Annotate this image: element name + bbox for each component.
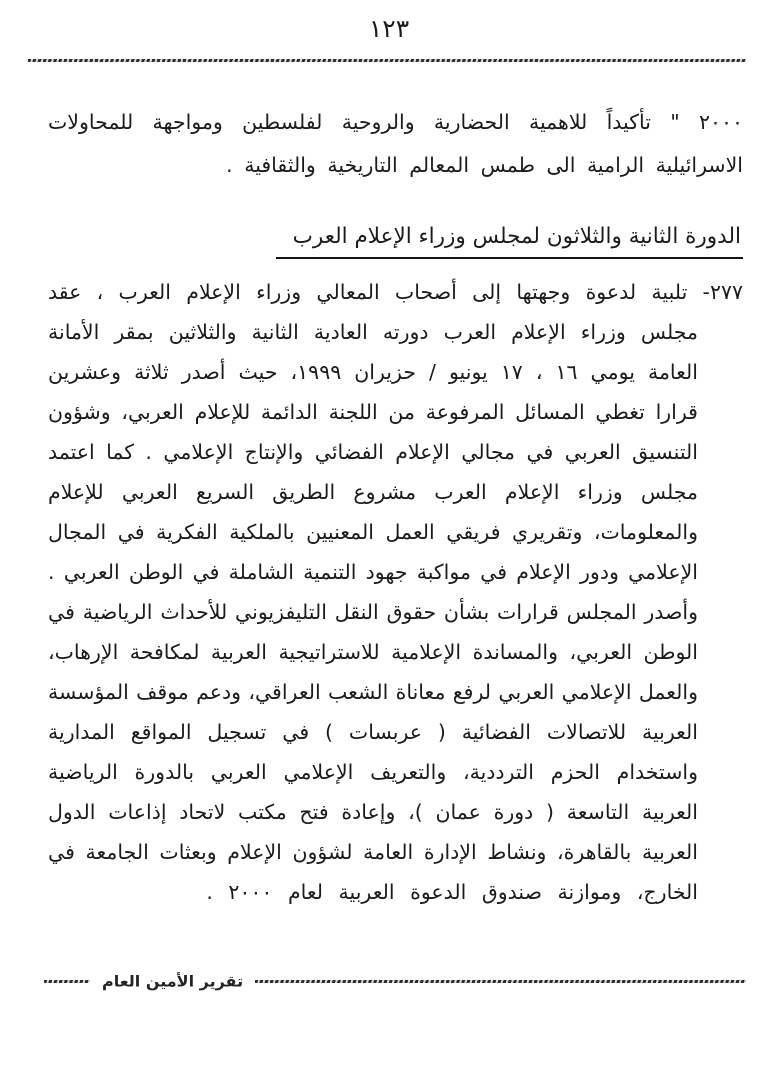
page-number: ١٢٣: [368, 14, 410, 43]
text-line: ٢٠٠٠ " تأكيداً للاهمية الحضارية والروحية لفلسطين ومواجهة للمحاولات: [48, 110, 743, 134]
text-line: الخارج، وموازنة صندوق الدعوة العربية لعام ٢٠٠٠ .: [206, 880, 698, 904]
footer-divider-short: [44, 980, 90, 983]
footer: [44, 972, 746, 991]
text-line: التنسيق العربي في مجالي الإعلام الفضائي والإنتاج الإعلامي . كما اعتمد: [48, 440, 698, 464]
text-line: مجلس وزراء الإعلام العرب مشروع الطريق السريع العربي للإعلام: [48, 480, 698, 504]
text-line: العربية للاتصالات الفضائية ( عربسات ) في تسجيل المواقع المدارية: [48, 720, 698, 744]
text-line: وأصدر المجلس قرارات بشأن حقوق النقل التليفزيوني للأحداث الرياضية في: [48, 600, 698, 624]
text-line: العربية التاسعة ( دورة عمان )، وإعادة فتح مكتب لاتحاد إذاعات الدول: [48, 800, 698, 824]
text-line: والعمل الإعلامي العربي لرفع معاناة الشعب العراقي، ودعم موقف المؤسسة: [48, 680, 698, 704]
section-heading-row: [48, 223, 743, 259]
text-line: الإعلامي ودور الإعلام في مواكبة جهود التنمية الشاملة في الوطن العربي .: [48, 560, 698, 584]
section-heading: الدورة الثانية والثلاثون لمجلس وزراء الإعلام العرب: [276, 223, 743, 259]
text-line: العربية بالقاهرة، ونشاط الإدارة العامة لشؤون الإعلام وبعثات الجامعة في: [48, 840, 698, 864]
footer-divider-long: [255, 980, 746, 983]
item-277-paragraph: [48, 272, 743, 912]
text-line: ٢٧٧- تلبية لدعوة وجهتها إلى أصحاب المعالي وزراء الإعلام العرب ، عقد: [48, 280, 743, 304]
intro-paragraph: [48, 101, 743, 187]
text-line: واستخدام الحزم الترددية، والتعريف الإعلامي العربي بالدورة الرياضية: [48, 760, 698, 784]
text-line: قرارا تغطي المسائل المرفوعة من اللجنة الدائمة للإعلام العربي، وشؤون: [48, 400, 698, 424]
text-line: العامة يومي ١٦ ، ١٧ يونيو / حزيران ١٩٩٩، حيث أصدر ثلاثة وعشرين: [48, 360, 699, 384]
text-line: الاسرائيلية الرامية الى طمس المعالم التاريخية والثقافية .: [226, 153, 743, 177]
footer-running-title: تقرير الأمين العام: [102, 972, 244, 991]
text-line: الوطن العربي، والمساندة الإعلامية للاستراتيجية العربية لمكافحة الإرهاب،: [48, 640, 698, 664]
text-line: مجلس وزراء الإعلام العرب دورته العادية الثانية والثلاثين بمقر الأمانة: [48, 320, 698, 344]
text-line: والمعلومات، وتقريري فريقي العمل المعنيين بالملكية الفكرية في المجال: [48, 520, 698, 544]
top-divider-rule: [28, 59, 746, 62]
